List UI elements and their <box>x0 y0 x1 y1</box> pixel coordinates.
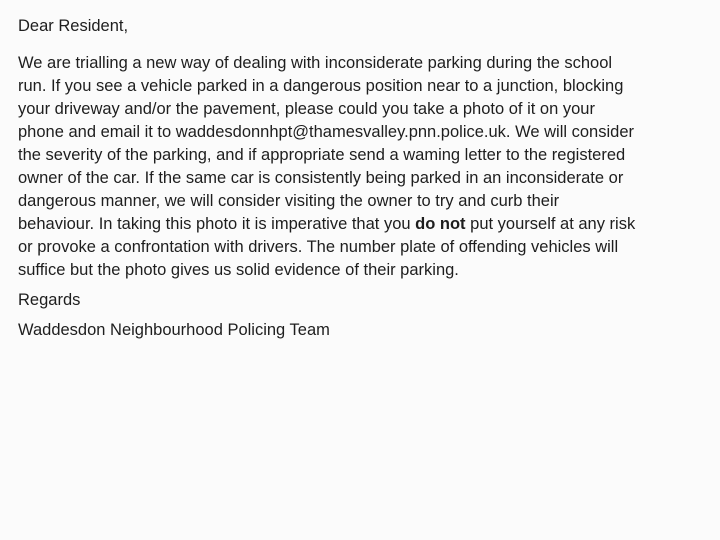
signature: Waddesdon Neighbourhood Policing Team <box>18 321 330 339</box>
body-line: or provoke a confrontation with drivers. The number plate of offending vehicles will <box>18 238 619 256</box>
body-text: put yourself at any risk <box>465 215 636 233</box>
body-line: owner of the car. If the same car is consistently being parked in an inconsiderate or <box>18 169 624 187</box>
body-line: phone and email it to waddesdonnhpt@thamesvalley.pnn.police.uk. We will consider <box>18 123 634 141</box>
body-text: behaviour. In taking this photo it is imperative that you <box>18 215 416 233</box>
body-line: suffice but the photo gives us solid evidence of their parking. <box>18 261 459 279</box>
body-line: We are trialling a new way of dealing with inconsiderate parking during the school <box>18 54 613 72</box>
salutation: Dear Resident, <box>18 17 129 35</box>
body-line <box>18 214 635 234</box>
body-line: dangerous manner, we will consider visiting the owner to try and curb their <box>18 192 560 210</box>
body-line: the severity of the parking, and if appropriate send a waming letter to the registered <box>18 146 626 164</box>
body-line: run. If you see a vehicle parked in a dangerous position near to a junction, blocking <box>18 77 624 95</box>
closing: Regards <box>18 291 81 309</box>
body-line: your driveway and/or the pavement, please could you take a photo of it on your <box>18 100 595 118</box>
emphasis-text: do not <box>415 215 466 233</box>
